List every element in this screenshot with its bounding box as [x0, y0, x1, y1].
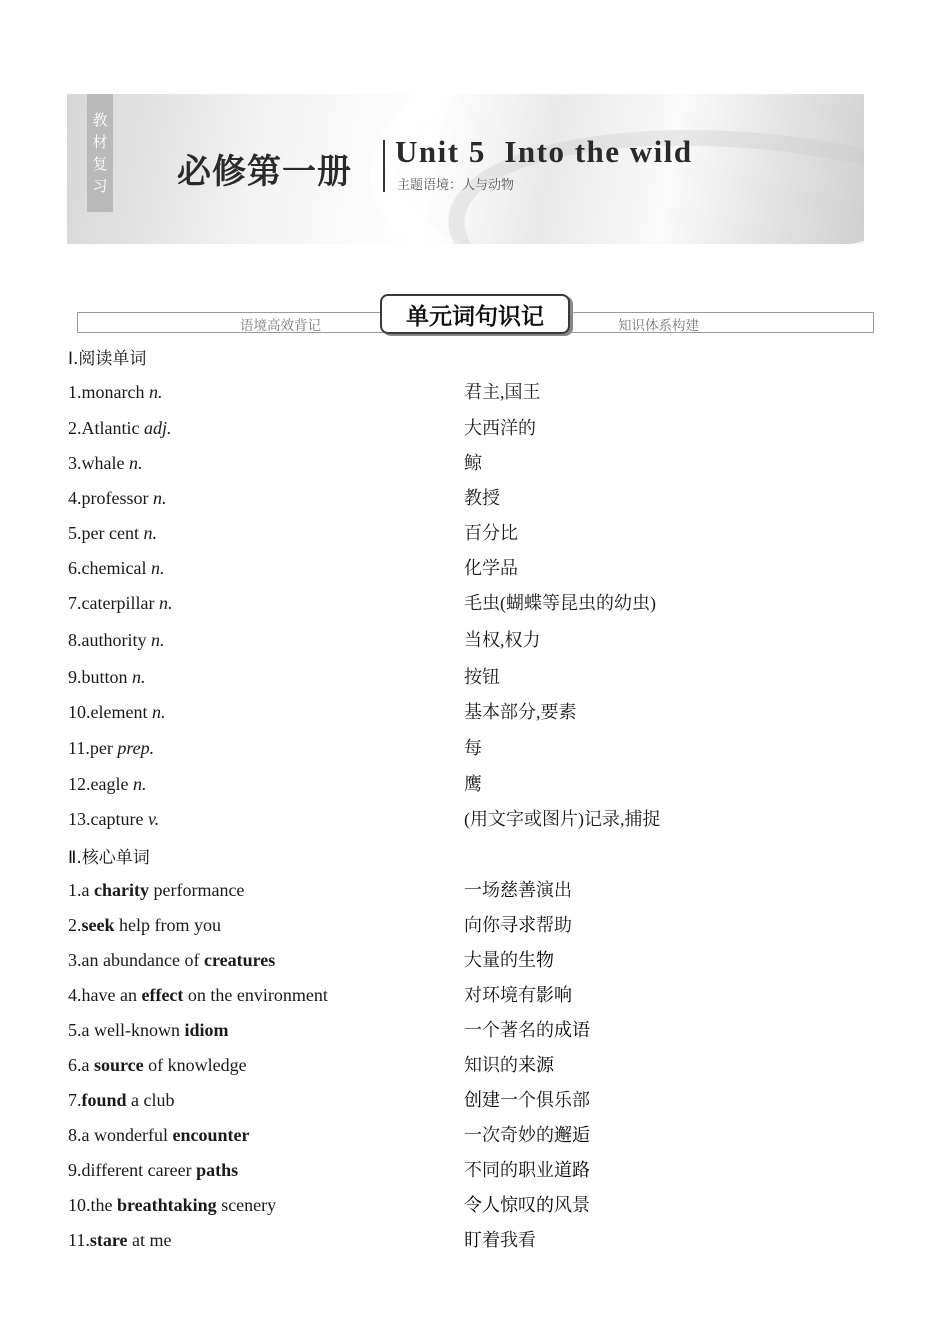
section-right-label: 知识体系构建: [618, 318, 699, 334]
heading-title: .核心单词: [76, 848, 150, 868]
part-of-speech: n.: [150, 558, 165, 578]
key-word: encounter: [172, 1125, 250, 1145]
part-of-speech: n.: [151, 702, 166, 722]
side-tab-char: 材: [92, 133, 108, 151]
part-of-speech: n.: [143, 523, 157, 543]
part-of-speech: n.: [152, 488, 167, 508]
phrase-text: performance: [148, 880, 245, 900]
item-number: 7.: [68, 1090, 82, 1110]
phrase-text: have an: [81, 985, 142, 1005]
chinese-phrase: [464, 877, 572, 904]
key-meaning: 寻求: [500, 915, 536, 936]
chinese-phrase: [464, 1227, 536, 1254]
chinese-meaning: 按钮: [464, 667, 500, 687]
item-number: 4.: [68, 488, 82, 508]
key-word: idiom: [184, 1020, 229, 1040]
phrase-text: 帮助: [536, 915, 572, 935]
phrase-entry: [68, 1052, 247, 1078]
phrase-text: 风景: [554, 1195, 590, 1215]
chinese-meaning: 大西洋的: [464, 418, 536, 438]
side-tab-char: 习: [92, 177, 108, 195]
phrase-text: 知识的: [464, 1055, 518, 1075]
phrase-entry: [68, 947, 275, 973]
vocab-row: [68, 415, 888, 441]
chinese-meaning: 鲸: [464, 453, 482, 473]
word: Atlantic: [81, 418, 140, 438]
phrase-text: 一个俱乐部: [500, 1090, 590, 1110]
key-word: stare: [89, 1230, 128, 1250]
word: caterpillar: [81, 593, 155, 613]
word-entry: [68, 806, 159, 832]
chinese-phrase: [464, 982, 572, 1009]
phrase-text: scenery: [216, 1195, 277, 1215]
phrase-row: [68, 947, 888, 973]
phrase-text: at me: [127, 1230, 172, 1250]
phrase-text: 大量的: [464, 950, 518, 970]
chinese-meaning: 君主,国王: [464, 382, 541, 402]
word-entry: [68, 379, 162, 405]
chinese-meaning: 毛虫(蝴蝶等昆虫的幼虫): [464, 593, 656, 613]
phrase-entry: [68, 982, 328, 1008]
item-number: 2.: [68, 915, 82, 935]
word: per: [89, 738, 113, 758]
phrase-entry: [68, 877, 244, 903]
chinese-phrase: [464, 1017, 590, 1044]
phrase-row: [68, 1157, 888, 1183]
vocab-row: [68, 699, 888, 725]
phrase-text: an abundance of: [81, 950, 204, 970]
item-number: 2.: [68, 418, 82, 438]
item-number: 9.: [68, 1160, 82, 1180]
phrase-entry: [68, 1087, 175, 1113]
unit-banner: [67, 94, 864, 244]
phrase-text: a: [81, 880, 94, 900]
section-heading: [68, 344, 146, 369]
chinese-phrase: [464, 947, 554, 974]
word-entry: [68, 555, 164, 581]
key-meaning: 影响: [536, 985, 572, 1006]
part-of-speech: v.: [147, 809, 160, 829]
part-of-speech: n.: [132, 774, 147, 794]
key-word: source: [94, 1055, 144, 1075]
key-word: breathtaking: [117, 1195, 217, 1215]
unit-theme: 主题语境：人与动物: [397, 178, 515, 193]
chinese-meaning: 基本部分,要素: [464, 702, 577, 722]
item-number: 10.: [68, 702, 91, 722]
phrase-row: [68, 1087, 888, 1113]
key-word: creatures: [203, 950, 276, 970]
phrase-row: [68, 1017, 888, 1043]
item-number: 7.: [68, 593, 82, 613]
phrase-text: on the environment: [183, 985, 328, 1005]
word-entry: [68, 415, 172, 441]
word: monarch: [81, 382, 145, 402]
phrase-text: a: [81, 1055, 94, 1075]
part-of-speech: prep.: [117, 738, 155, 758]
vocab-row: [68, 771, 888, 797]
key-word: charity: [94, 880, 149, 900]
section-title-box: 单元词句识记: [380, 294, 570, 334]
section-left-label: 语境高效背记: [240, 318, 321, 334]
phrase-entry: [68, 912, 221, 938]
key-word: seek: [81, 915, 115, 935]
heading-roman: Ⅰ: [68, 349, 74, 368]
key-word: effect: [141, 985, 184, 1005]
phrase-text: different career: [81, 1160, 197, 1180]
phrase-text: 一次奇妙的: [464, 1125, 554, 1145]
phrase-text: of knowledge: [143, 1055, 247, 1075]
item-number: 8.: [68, 1125, 82, 1145]
item-number: 4.: [68, 985, 82, 1005]
word: chemical: [81, 558, 147, 578]
item-number: 1.: [68, 382, 82, 402]
word: capture: [90, 809, 144, 829]
item-number: 5.: [68, 1020, 82, 1040]
heading-title: .阅读单词: [73, 349, 147, 369]
word-entry: [68, 485, 166, 511]
phrase-text: a wonderful: [81, 1125, 173, 1145]
phrase-row: [68, 982, 888, 1008]
vocab-row: [68, 664, 888, 690]
chinese-phrase: [464, 1122, 590, 1149]
chinese-phrase: [464, 1192, 590, 1219]
phrase-row: [68, 1192, 888, 1218]
word: button: [81, 667, 128, 687]
item-number: 3.: [68, 950, 82, 970]
item-number: 13.: [68, 809, 91, 829]
part-of-speech: n.: [128, 453, 143, 473]
item-number: 6.: [68, 558, 82, 578]
phrase-entry: [68, 1122, 249, 1148]
word: element: [90, 702, 148, 722]
chinese-meaning: 鹰: [464, 774, 482, 794]
word-entry: [68, 590, 172, 616]
item-number: 6.: [68, 1055, 82, 1075]
phrase-row: [68, 1227, 888, 1253]
part-of-speech: n.: [158, 593, 173, 613]
word: authority: [81, 630, 147, 650]
word: per cent: [81, 523, 139, 543]
item-number: 5.: [68, 523, 82, 543]
chinese-phrase: [464, 1157, 590, 1184]
heading-roman: Ⅱ: [68, 848, 77, 867]
word-entry: [68, 771, 146, 797]
phrase-row: [68, 912, 888, 938]
side-tab: [87, 94, 113, 212]
word: professor: [81, 488, 149, 508]
key-meaning: 盯着: [464, 1230, 500, 1251]
phrase-entry: [68, 1192, 276, 1218]
key-meaning: 来源: [518, 1055, 554, 1076]
key-meaning: 生物: [518, 950, 554, 971]
section-heading: [68, 843, 150, 868]
phrase-entry: [68, 1227, 171, 1253]
part-of-speech: adj.: [143, 418, 172, 438]
phrase-text: a well-known: [81, 1020, 185, 1040]
part-of-speech: n.: [151, 630, 165, 650]
chinese-meaning: 每: [464, 738, 482, 758]
phrase-text: help from you: [114, 915, 221, 935]
item-number: 10.: [68, 1195, 91, 1215]
chinese-meaning: (用文字或图片)记录,捕捉: [464, 809, 661, 829]
phrase-text: 不同的职业: [464, 1160, 554, 1180]
vocab-row: [68, 806, 888, 832]
side-tab-char: 教: [92, 111, 108, 129]
phrase-text: 一个著名的: [464, 1020, 554, 1040]
key-meaning: 慈善: [500, 880, 536, 901]
chinese-meaning: 百分比: [464, 523, 518, 543]
key-meaning: 邂逅: [554, 1125, 590, 1146]
chinese-meaning: 当权,权力: [464, 630, 541, 650]
word-entry: [68, 627, 165, 653]
book-title: 必修第一册: [177, 152, 352, 192]
phrase-text: 对环境有: [464, 985, 536, 1005]
item-number: 3.: [68, 453, 82, 473]
phrase-text: the: [90, 1195, 117, 1215]
vocab-row: [68, 627, 888, 653]
key-meaning: 创建: [464, 1090, 500, 1111]
phrase-entry: [68, 1017, 229, 1043]
phrase-entry: [68, 1157, 238, 1183]
item-number: 1.: [68, 880, 82, 900]
part-of-speech: n.: [148, 382, 163, 402]
word: eagle: [90, 774, 129, 794]
item-number: 9.: [68, 667, 82, 687]
chinese-phrase: [464, 1087, 590, 1114]
side-tab-char: 复: [92, 155, 108, 173]
part-of-speech: n.: [132, 667, 146, 687]
unit-title: Unit 5 Into the wild: [395, 134, 693, 169]
phrase-row: [68, 1052, 888, 1078]
vocab-row: [68, 520, 888, 546]
title-divider: [383, 140, 385, 192]
key-word: paths: [196, 1160, 239, 1180]
chinese-meaning: 化学品: [464, 558, 518, 578]
chinese-phrase: [464, 912, 572, 939]
vocab-row: [68, 735, 888, 761]
vocab-row: [68, 379, 888, 405]
word: whale: [81, 453, 125, 473]
item-number: 12.: [68, 774, 91, 794]
vocab-row: [68, 590, 888, 616]
phrase-text: 向你: [464, 915, 500, 935]
word-entry: [68, 450, 142, 476]
key-meaning: 道路: [554, 1160, 590, 1181]
word-entry: [68, 664, 146, 690]
phrase-text: 我看: [500, 1230, 536, 1250]
key-meaning: 成语: [554, 1020, 590, 1041]
chinese-phrase: [464, 1052, 554, 1079]
phrase-text: 演出: [536, 880, 572, 900]
item-number: 11.: [68, 1230, 90, 1250]
vocab-row: [68, 555, 888, 581]
word-entry: [68, 699, 165, 725]
phrase-text: 一场: [464, 880, 500, 900]
vocab-row: [68, 450, 888, 476]
item-number: 11.: [68, 738, 90, 758]
chinese-meaning: 教授: [464, 488, 500, 508]
key-meaning: 令人惊叹的: [464, 1195, 554, 1216]
word-entry: [68, 735, 154, 761]
key-word: found: [81, 1090, 127, 1110]
phrase-row: [68, 877, 888, 903]
item-number: 8.: [68, 630, 82, 650]
phrase-text: a club: [126, 1090, 175, 1110]
phrase-row: [68, 1122, 888, 1148]
word-entry: [68, 520, 157, 546]
vocab-row: [68, 485, 888, 511]
